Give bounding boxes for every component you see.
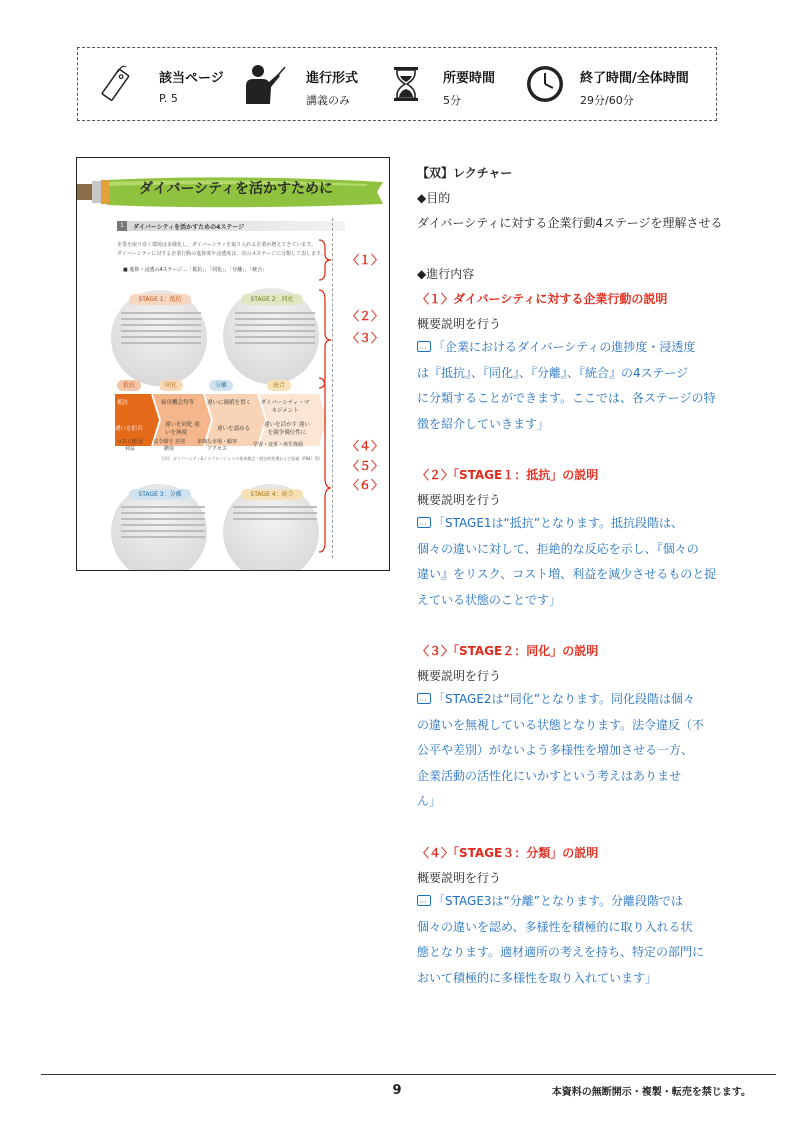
speech-bubble-icon [417,895,431,906]
section-3-sub: 概要説明を行う [417,669,502,683]
duration-title-label: 所要時間 [443,71,496,86]
flow-bottom-4: 学習・変革・再生資源 [253,442,304,448]
flow-cell2-3: 違いを認める [217,426,251,432]
flow-source: 引用：ダイバーシティ&インクルージョンの基本概念・歴史的変遷および意義（P84）図） [161,456,323,461]
flow-cell2-2: 違いを同化 違いを無視 [165,422,200,436]
flow-label-2: 同化 [159,380,183,391]
flow-cell-4: ダイバーシティ・マネジメント [260,400,310,414]
copyright-notice: 本資料の無断開示・複製・転売を禁じます。 [551,1087,751,1098]
section-braces [315,238,335,558]
content-heading: 【双】レクチャー [417,166,513,180]
stage1-label: STAGE 1：抵抗 [129,294,191,305]
marker-2: 〈２〉 [347,309,384,323]
flow-cell-1: 抵抗 [117,400,129,406]
format-value: 講義のみ [306,94,350,107]
thumb-bullet: ■ 進捗・浸透の4ステージ…「抵抗」、「同化」、「分離」、「統合」 [123,267,268,273]
section-4-title: 〈４〉「STAGE３：分類」の説明 [417,846,599,860]
flow-bottom-3: 多様な市場・顧客 アクセス [196,439,237,452]
marker-6: 〈６〉 [347,478,384,492]
marker-3: 〈３〉 [347,331,384,345]
thumb-intro-2: ダイバーシティに対する企業行動の進捗度や浸透度は、次の４ステージに分類して表します。 [117,251,326,257]
speech-bubble-icon [417,693,431,704]
section-2-speech: ···「STAGE1は“抵抗”となります。抵抗段階は、 個々の違いに対して、拒絶的な反応を示し、『個々の 違い』をリスク、コスト増、利益を減少させるものと捉 えている状態のことです」 [417,511,729,613]
section-2-title: 〈２〉「STAGE１：抵抗」の説明 [417,468,599,482]
page-value: P. 5 [159,92,178,105]
section-2-sub: 概要説明を行う [417,493,502,507]
footer-divider [41,1074,776,1075]
end-time-value: 29分/60分 [580,94,634,107]
section-4-sub: 概要説明を行う [417,871,502,885]
stage4-label: STAGE 4：統合 [241,489,303,500]
stage2-label: STAGE 2：同化 [241,294,303,305]
purpose-label: ◆目的 [417,191,451,205]
page-title-label: 該当ページ [159,71,224,86]
session-info-box [77,47,717,121]
flow-label-1: 抵抗 [117,380,141,391]
section-1-speech: ···「企業におけるダイバーシティの進捗度・浸透度 は『抵抗』、『同化』、『分離』、『統合』の4ステージ に分類することができます。ここでは、各ステージの特 徴を紹介していきます」 [417,335,729,437]
speech-bubble-icon [417,517,431,528]
flow-cell-3: 違いに価値を置く [207,400,252,406]
presenter-icon [240,60,288,108]
marker-5: 〈５〉 [347,459,384,473]
section-1-title: 〈１〉ダイバーシティに対する企業行動の説明 [417,292,668,306]
hourglass-icon [386,64,426,104]
thumb-section-title: ダイバーシティを活かすための4ステージ [133,224,245,231]
slide-thumbnail [76,157,390,571]
flow-cell-2: 雇用機会均等 [161,400,195,406]
flow-bottom-2: 法令順守 差別撤廃 [153,439,185,452]
purpose-text: ダイバーシティに対する企業行動4ステージを理解させる [417,216,723,230]
marker-4: 〈４〉 [347,439,384,453]
flow-label-3: 分離 [209,380,233,391]
speech-bubble-icon [417,341,431,352]
flow-cell2-1: 違いを拒否 [115,426,143,432]
tag-icon [96,64,136,104]
thumb-section-number: 1 [117,221,127,231]
end-time-title-label: 終了時間/全体時間 [580,71,689,86]
duration-value: 5分 [443,94,461,107]
flow-label-4: 統合 [267,380,291,391]
thumb-intro-1: 企業を取り巻く環境は多様化し、ダイバーシティを取り入れる企業が増えてきています。 [117,242,316,248]
page-number: 9 [392,1083,402,1098]
section-1-sub: 概要説明を行う [417,317,502,331]
progress-label: ◆進行内容 [417,267,475,281]
marker-1: 〈１〉 [347,253,384,267]
clock-icon [524,63,566,105]
section-3-title: 〈３〉「STAGE２：同化」の説明 [417,644,599,658]
section-3-speech: ···「STAGE2は“同化”となります。同化段階は個々 の違いを無視している状態となります。法令違反（不 公平や差別）がないよう多様性を増加させる一方、 企業活動の活性化にいかすという考えはありませ ん」 [417,687,729,815]
format-title-label: 進行形式 [306,71,359,86]
flow-bottom-1: コスト増 反利益 [116,439,144,452]
stage3-label: STAGE 3：分離 [129,489,191,500]
flow-cell2-4: 違いを活かす 違いを競争優位性に [264,422,310,436]
section-4-speech: ···「STAGE3は“分離”となります。分離段階では 個々の違いを認め、多様性を積極的に取り入れる状 態となります。適材適所の考えを持ち、特定の部門に おいて積極的に多様性を取り入れています」 [417,889,729,991]
thumb-title: ダイバーシティを活かすために [139,181,334,197]
